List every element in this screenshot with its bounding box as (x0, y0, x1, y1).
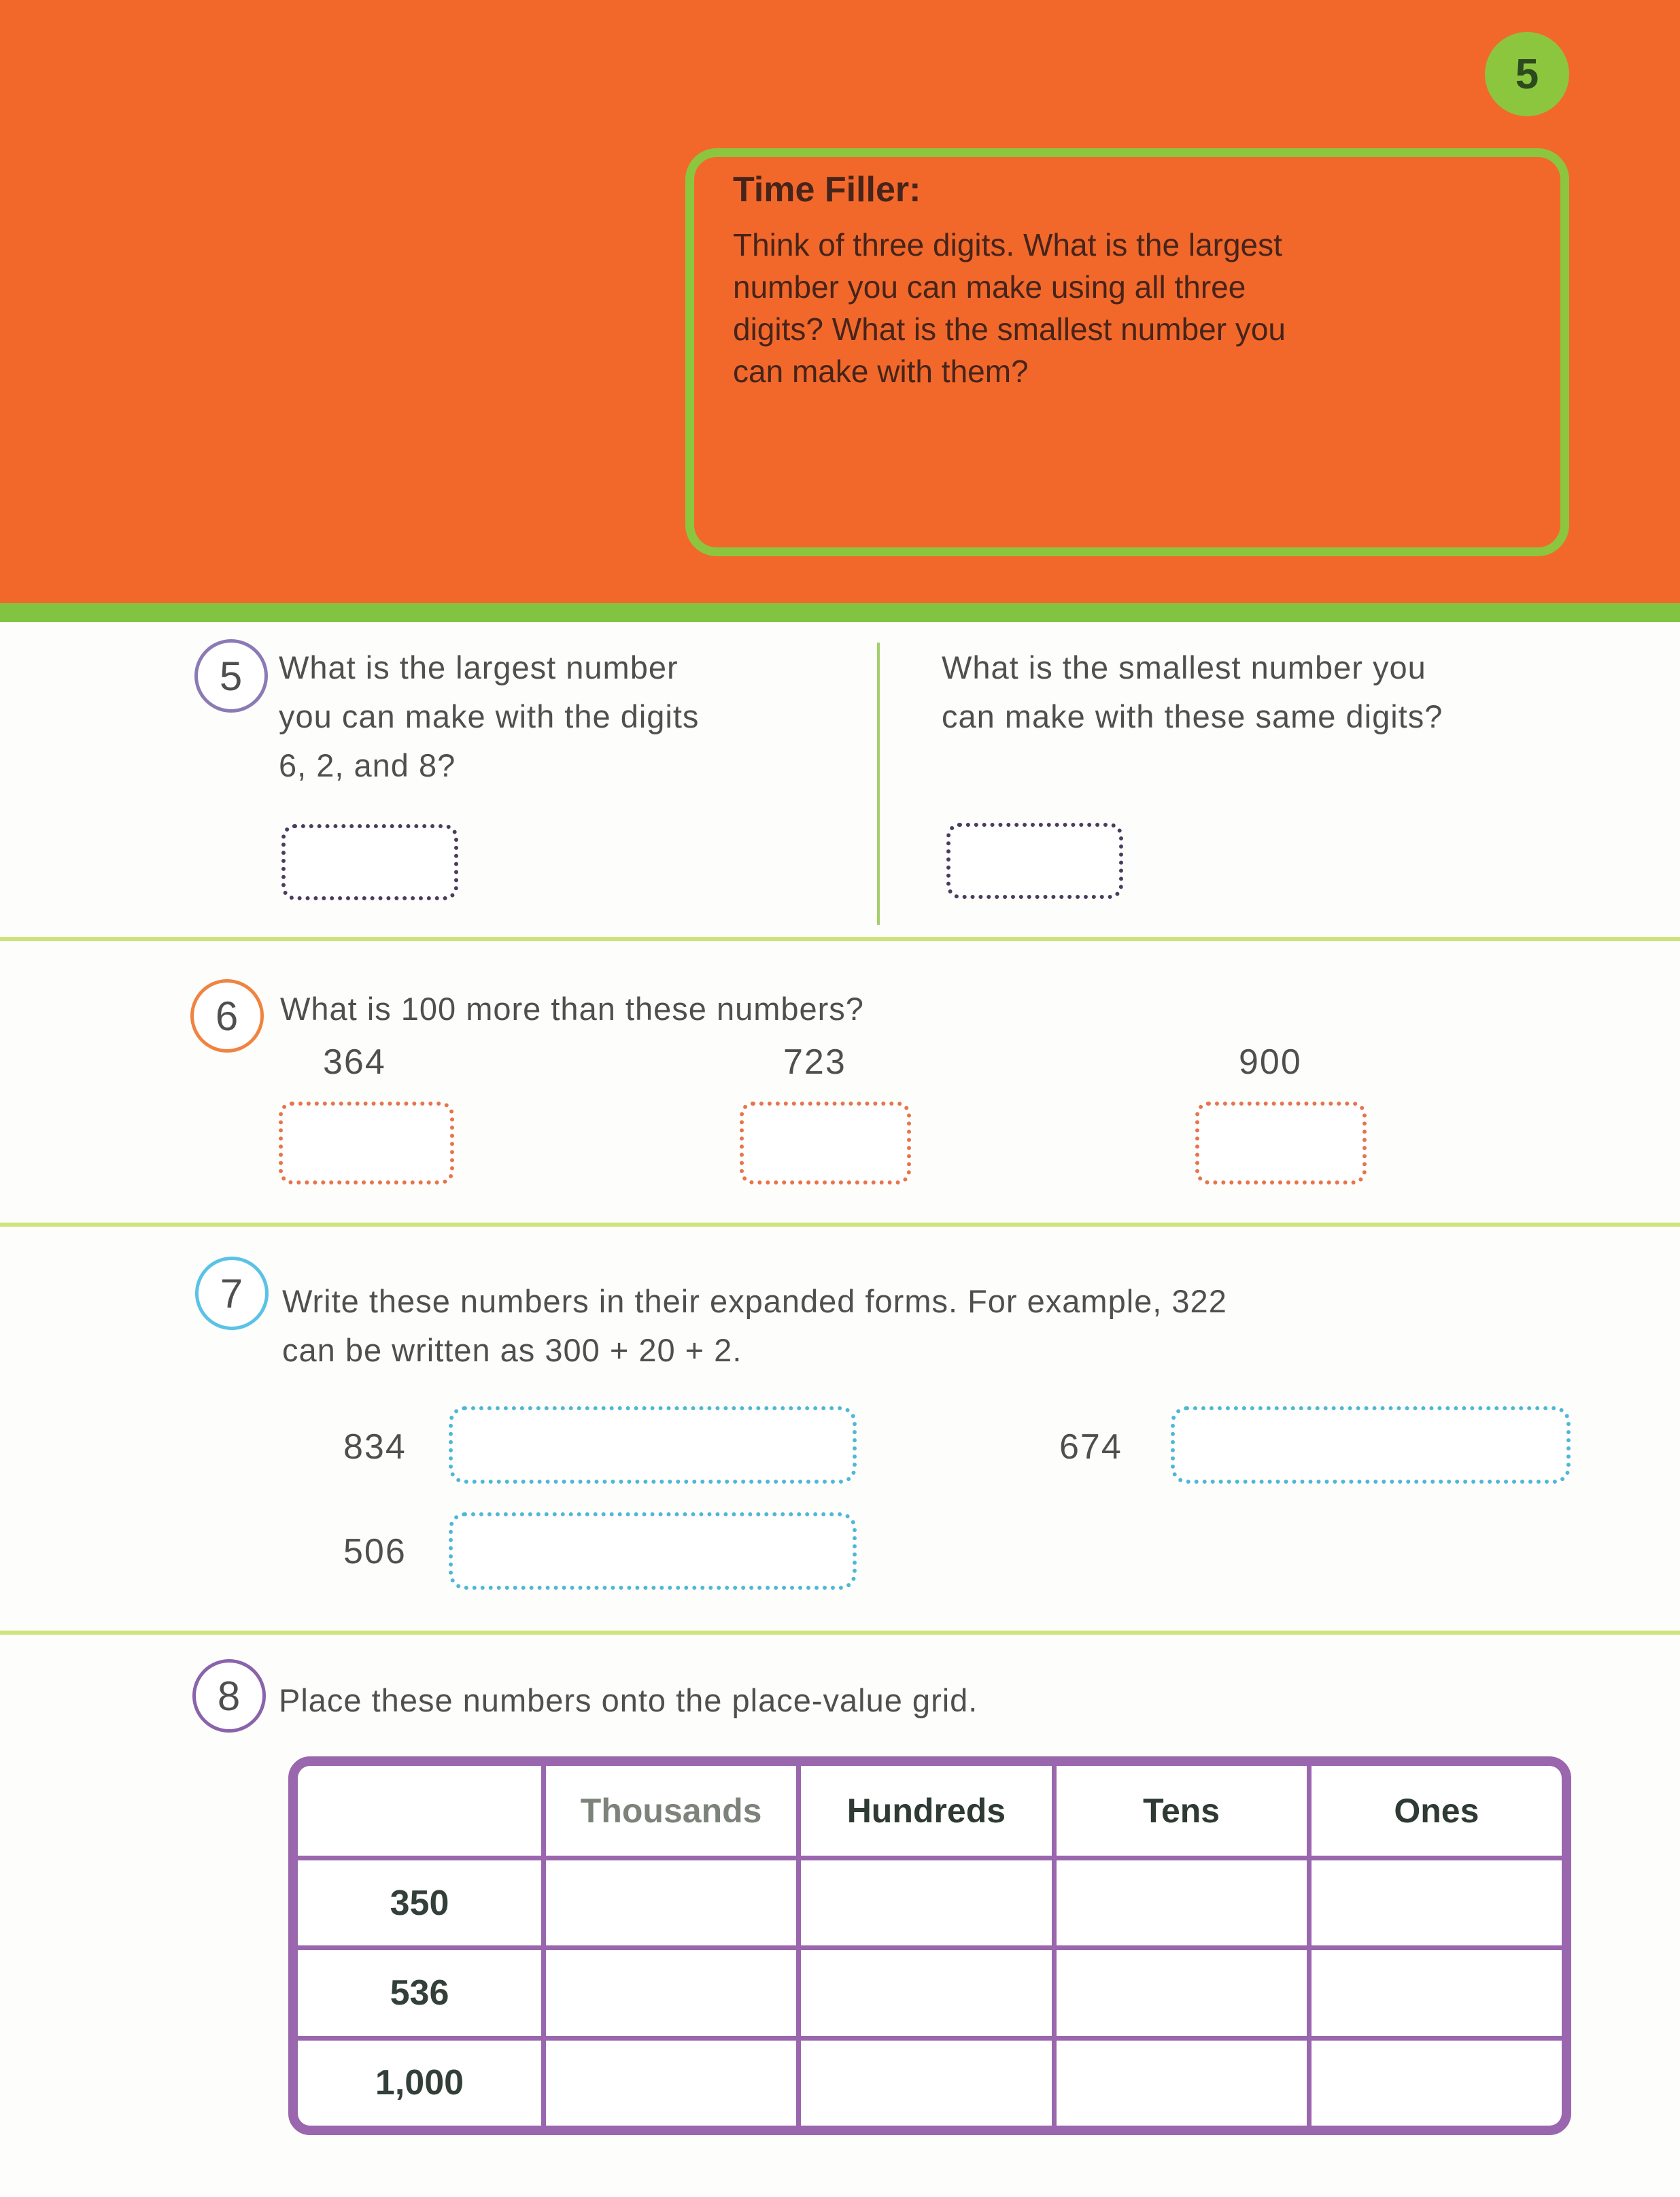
section-divider (0, 1223, 1680, 1227)
q5-left-prompt-line: 6, 2, and 8? (279, 747, 456, 783)
question-8-number: 8 (217, 1673, 241, 1719)
section-divider (0, 937, 1680, 941)
q5-left-prompt-line: you can make with the digits (279, 698, 700, 734)
q8-prompt: Place these numbers onto the place-value grid. (279, 1682, 978, 1718)
pv-input-cell-350-tens[interactable] (1057, 1860, 1307, 1945)
q5-right-prompt-line: can make with these same digits? (942, 698, 1443, 734)
pv-input-cell-350-ones[interactable] (1312, 1860, 1562, 1945)
question-7-badge (195, 1257, 269, 1330)
question-5-number: 5 (219, 653, 243, 699)
pv-row-label-1000: 1,000 (298, 2041, 541, 2126)
q6-prompt: What is 100 more than these numbers? (280, 991, 864, 1027)
time-filler-title: Time Filler: (733, 170, 921, 209)
pv-row-label-350: 350 (298, 1860, 541, 1945)
pv-input-cell-350-thousands[interactable] (546, 1860, 796, 1945)
q6-answer-box-723[interactable] (740, 1102, 911, 1185)
time-filler-line: can make with them? (733, 354, 1029, 389)
pv-input-cell-536-thousands[interactable] (546, 1950, 796, 2035)
q7-prompt-line: can be written as 300 + 20 + 2. (282, 1332, 742, 1368)
time-filler-line: Think of three digits. What is the largest (733, 227, 1282, 262)
q7-answer-box-506[interactable] (449, 1512, 857, 1590)
question-8-badge (192, 1659, 266, 1733)
question-5-badge (194, 639, 268, 713)
time-filler-line: digits? What is the smallest number you (733, 311, 1286, 347)
q7-answer-box-674[interactable] (1171, 1406, 1571, 1484)
pv-input-cell-536-hundreds[interactable] (801, 1950, 1051, 2035)
pv-header-thousands: Thousands (546, 1766, 796, 1856)
pv-input-cell-350-hundreds[interactable] (801, 1860, 1051, 1945)
q7-prompt-line: Write these numbers in their expanded forms. For example, 322 (282, 1283, 1227, 1319)
q7-number-834: 834 (343, 1427, 407, 1467)
pv-input-cell-1000-hundreds[interactable] (801, 2041, 1051, 2126)
section-divider (0, 1631, 1680, 1635)
pv-header-hundreds: Hundreds (801, 1766, 1051, 1856)
page-number: 5 (1515, 50, 1539, 98)
pv-input-cell-536-tens[interactable] (1057, 1950, 1307, 2035)
q7-number-506: 506 (343, 1532, 407, 1571)
q5-left-prompt-line: What is the largest number (279, 649, 679, 685)
q7-number-674: 674 (1059, 1427, 1122, 1467)
pv-input-cell-1000-ones[interactable] (1312, 2041, 1562, 2126)
place-value-grid (288, 1756, 1571, 2135)
pv-header-ones: Ones (1312, 1766, 1562, 1856)
q6-answer-box-364[interactable] (279, 1102, 454, 1185)
time-filler-line: number you can make using all three (733, 269, 1246, 305)
pv-row-label-536: 536 (298, 1950, 541, 2035)
pv-corner-cell (298, 1766, 541, 1856)
q5-smallest-answer-box[interactable] (946, 823, 1123, 899)
pv-input-cell-1000-tens[interactable] (1057, 2041, 1307, 2126)
q6-number-900: 900 (1239, 1042, 1302, 1082)
pv-input-cell-1000-thousands[interactable] (546, 2041, 796, 2126)
pv-input-cell-536-ones[interactable] (1312, 1950, 1562, 2035)
q7-answer-box-834[interactable] (449, 1406, 857, 1484)
q6-number-364: 364 (323, 1042, 386, 1082)
q5-largest-answer-box[interactable] (281, 824, 458, 900)
question-7-number: 7 (220, 1270, 244, 1316)
question-6-badge (190, 979, 264, 1053)
question-6-number: 6 (215, 993, 239, 1039)
pv-header-tens: Tens (1057, 1766, 1307, 1856)
q6-answer-box-900[interactable] (1195, 1102, 1367, 1185)
q6-number-723: 723 (783, 1042, 846, 1082)
q5-right-prompt-line: What is the smallest number you (942, 649, 1426, 685)
page-number-badge (1485, 32, 1569, 116)
header-green-strip (0, 603, 1680, 622)
q5-column-divider (877, 643, 880, 925)
